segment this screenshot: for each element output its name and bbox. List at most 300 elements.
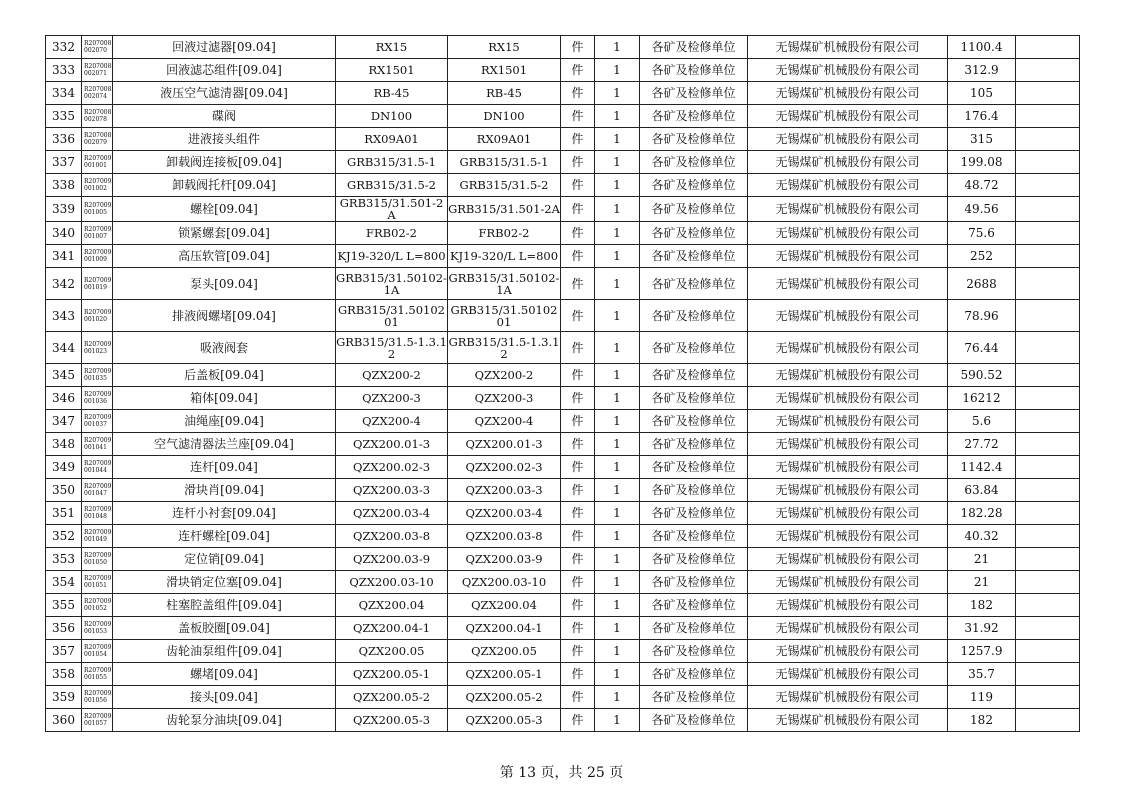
quantity-cell: 1 [595,617,640,640]
spec-cell: RX09A01 [336,128,448,151]
material-code-cell: R207009 001001 [82,151,113,174]
user-unit-cell: 各矿及检修单位 [640,502,748,525]
spec-cell: QZX200-3 [336,387,448,410]
row-number-cell: 359 [46,686,82,709]
quantity-cell: 1 [595,36,640,59]
part-name-cell: 连杆螺栓[09.04] [113,525,336,548]
model-cell: QZX200.04 [448,594,561,617]
note-cell [1016,709,1080,732]
table-row [46,709,1080,732]
row-number-cell: 347 [46,410,82,433]
unit-cell: 件 [561,174,595,197]
part-name-cell: 碟阀 [113,105,336,128]
row-number-cell: 336 [46,128,82,151]
supplier-cell: 无锡煤矿机械股份有限公司 [748,640,948,663]
model-cell: KJ19-320/L L=800 [448,245,561,268]
unit-cell: 件 [561,36,595,59]
spec-cell: KJ19-320/L L=800 [336,245,448,268]
table-row [46,686,1080,709]
table-row [46,617,1080,640]
model-cell: QZX200.03-8 [448,525,561,548]
part-name-cell: 定位销[09.04] [113,548,336,571]
model-cell: GRB315/31.5-2 [448,174,561,197]
user-unit-cell: 各矿及检修单位 [640,174,748,197]
model-cell: QZX200.05 [448,640,561,663]
unit-cell: 件 [561,686,595,709]
table-row [46,245,1080,268]
quantity-cell: 1 [595,332,640,364]
note-cell [1016,268,1080,300]
model-cell: GRB315/31.5-1 [448,151,561,174]
price-cell: 49.56 [948,197,1016,222]
model-cell: QZX200-3 [448,387,561,410]
price-cell: 63.84 [948,479,1016,502]
supplier-cell: 无锡煤矿机械股份有限公司 [748,571,948,594]
row-number-cell: 346 [46,387,82,410]
quantity-cell: 1 [595,151,640,174]
row-number-cell: 355 [46,594,82,617]
unit-cell: 件 [561,548,595,571]
part-name-cell: 滑块销定位塞[09.04] [113,571,336,594]
price-cell: 21 [948,548,1016,571]
unit-cell: 件 [561,268,595,300]
row-number-cell: 342 [46,268,82,300]
supplier-cell: 无锡煤矿机械股份有限公司 [748,456,948,479]
supplier-cell: 无锡煤矿机械股份有限公司 [748,105,948,128]
note-cell [1016,151,1080,174]
price-cell: 119 [948,686,1016,709]
price-cell: 78.96 [948,300,1016,332]
quantity-cell: 1 [595,128,640,151]
quantity-cell: 1 [595,82,640,105]
table-row [46,663,1080,686]
spec-cell: QZX200-2 [336,364,448,387]
model-cell: QZX200.03-3 [448,479,561,502]
supplier-cell: 无锡煤矿机械股份有限公司 [748,174,948,197]
parts-price-table [45,35,1080,732]
note-cell [1016,433,1080,456]
material-code-cell: R207009 001050 [82,548,113,571]
material-code-cell: R207009 001023 [82,332,113,364]
spec-cell: RX15 [336,36,448,59]
spec-cell: QZX200.03-4 [336,502,448,525]
note-cell [1016,663,1080,686]
price-cell: 21 [948,571,1016,594]
model-cell: GRB315/31.5-1.3.12 [448,332,561,364]
unit-cell: 件 [561,502,595,525]
supplier-cell: 无锡煤矿机械股份有限公司 [748,387,948,410]
price-cell: 182 [948,594,1016,617]
unit-cell: 件 [561,105,595,128]
model-cell: DN100 [448,105,561,128]
user-unit-cell: 各矿及检修单位 [640,640,748,663]
row-number-cell: 339 [46,197,82,222]
quantity-cell: 1 [595,59,640,82]
supplier-cell: 无锡煤矿机械股份有限公司 [748,245,948,268]
material-code-cell: R207009 001054 [82,640,113,663]
model-cell: RX09A01 [448,128,561,151]
table-row [46,571,1080,594]
price-cell: 105 [948,82,1016,105]
model-cell: QZX200.05-3 [448,709,561,732]
table-row [46,151,1080,174]
note-cell [1016,640,1080,663]
part-name-cell: 连杆小衬套[09.04] [113,502,336,525]
part-name-cell: 空气滤清器法兰座[09.04] [113,433,336,456]
unit-cell: 件 [561,387,595,410]
supplier-cell: 无锡煤矿机械股份有限公司 [748,686,948,709]
table-row [46,479,1080,502]
quantity-cell: 1 [595,663,640,686]
row-number-cell: 334 [46,82,82,105]
material-code-cell: R207008 002079 [82,128,113,151]
row-number-cell: 338 [46,174,82,197]
material-code-cell: R207009 001047 [82,479,113,502]
user-unit-cell: 各矿及检修单位 [640,36,748,59]
unit-cell: 件 [561,128,595,151]
note-cell [1016,502,1080,525]
unit-cell: 件 [561,709,595,732]
row-number-cell: 358 [46,663,82,686]
user-unit-cell: 各矿及检修单位 [640,594,748,617]
unit-cell: 件 [561,364,595,387]
supplier-cell: 无锡煤矿机械股份有限公司 [748,222,948,245]
spec-cell: QZX200.03-8 [336,525,448,548]
model-cell: QZX200.04-1 [448,617,561,640]
note-cell [1016,594,1080,617]
model-cell: QZX200.05-1 [448,663,561,686]
model-cell: GRB315/31.501-2A [448,197,561,222]
table-row [46,300,1080,332]
quantity-cell: 1 [595,300,640,332]
price-cell: 27.72 [948,433,1016,456]
unit-cell: 件 [561,197,595,222]
quantity-cell: 1 [595,387,640,410]
table-row [46,594,1080,617]
spec-cell: GRB315/31.50102-1A [336,268,448,300]
supplier-cell: 无锡煤矿机械股份有限公司 [748,36,948,59]
spec-cell: QZX200-4 [336,410,448,433]
material-code-cell: R207009 001041 [82,433,113,456]
model-cell: QZX200.03-4 [448,502,561,525]
note-cell [1016,617,1080,640]
supplier-cell: 无锡煤矿机械股份有限公司 [748,332,948,364]
row-number-cell: 349 [46,456,82,479]
user-unit-cell: 各矿及检修单位 [640,387,748,410]
page-footer: 第 13 页，共 25 页 [499,765,624,781]
unit-cell: 件 [561,594,595,617]
price-cell: 252 [948,245,1016,268]
quantity-cell: 1 [595,174,640,197]
row-number-cell: 333 [46,59,82,82]
quantity-cell: 1 [595,502,640,525]
quantity-cell: 1 [595,245,640,268]
quantity-cell: 1 [595,197,640,222]
user-unit-cell: 各矿及检修单位 [640,456,748,479]
row-number-cell: 345 [46,364,82,387]
note-cell [1016,410,1080,433]
quantity-cell: 1 [595,548,640,571]
model-cell: RX1501 [448,59,561,82]
model-cell: RX15 [448,36,561,59]
spec-cell: GRB315/31.5-1.3.12 [336,332,448,364]
note-cell [1016,686,1080,709]
user-unit-cell: 各矿及检修单位 [640,663,748,686]
spec-cell: QZX200.01-3 [336,433,448,456]
supplier-cell: 无锡煤矿机械股份有限公司 [748,663,948,686]
supplier-cell: 无锡煤矿机械股份有限公司 [748,59,948,82]
part-name-cell: 接头[09.04] [113,686,336,709]
model-cell: QZX200.03-10 [448,571,561,594]
price-cell: 1100.4 [948,36,1016,59]
user-unit-cell: 各矿及检修单位 [640,525,748,548]
part-name-cell: 回液过滤器[09.04] [113,36,336,59]
quantity-cell: 1 [595,268,640,300]
part-name-cell: 柱塞腔盖组件[09.04] [113,594,336,617]
quantity-cell: 1 [595,640,640,663]
material-code-cell: R207009 001056 [82,686,113,709]
note-cell [1016,300,1080,332]
user-unit-cell: 各矿及检修单位 [640,617,748,640]
table-row [46,59,1080,82]
spec-cell: GRB315/31.5-2 [336,174,448,197]
user-unit-cell: 各矿及检修单位 [640,300,748,332]
spec-cell: QZX200.04 [336,594,448,617]
user-unit-cell: 各矿及检修单位 [640,364,748,387]
user-unit-cell: 各矿及检修单位 [640,105,748,128]
supplier-cell: 无锡煤矿机械股份有限公司 [748,433,948,456]
material-code-cell: R207009 001051 [82,571,113,594]
material-code-cell: R207008 002074 [82,82,113,105]
unit-cell: 件 [561,525,595,548]
row-number-cell: 332 [46,36,82,59]
unit-cell: 件 [561,433,595,456]
table-row [46,640,1080,663]
material-code-cell: R207009 001057 [82,709,113,732]
spec-cell: DN100 [336,105,448,128]
unit-cell: 件 [561,456,595,479]
row-number-cell: 344 [46,332,82,364]
note-cell [1016,59,1080,82]
material-code-cell: R207009 001049 [82,525,113,548]
price-cell: 182 [948,709,1016,732]
part-name-cell: 卸载阀托杆[09.04] [113,174,336,197]
price-cell: 35.7 [948,663,1016,686]
quantity-cell: 1 [595,456,640,479]
material-code-cell: R207009 001044 [82,456,113,479]
table-row [46,268,1080,300]
row-number-cell: 343 [46,300,82,332]
model-cell: RB-45 [448,82,561,105]
material-code-cell: R207008 002070 [82,36,113,59]
unit-cell: 件 [561,151,595,174]
table-row [46,410,1080,433]
part-name-cell: 滑块肖[09.04] [113,479,336,502]
unit-cell: 件 [561,663,595,686]
material-code-cell: R207009 001020 [82,300,113,332]
material-code-cell: R207009 001035 [82,364,113,387]
user-unit-cell: 各矿及检修单位 [640,686,748,709]
part-name-cell: 箱体[09.04] [113,387,336,410]
row-number-cell: 335 [46,105,82,128]
unit-cell: 件 [561,571,595,594]
supplier-cell: 无锡煤矿机械股份有限公司 [748,268,948,300]
supplier-cell: 无锡煤矿机械股份有限公司 [748,594,948,617]
spec-cell: QZX200.03-3 [336,479,448,502]
price-cell: 590.52 [948,364,1016,387]
row-number-cell: 341 [46,245,82,268]
part-name-cell: 回液滤芯组件[09.04] [113,59,336,82]
supplier-cell: 无锡煤矿机械股份有限公司 [748,151,948,174]
table-row [46,332,1080,364]
quantity-cell: 1 [595,364,640,387]
note-cell [1016,479,1080,502]
supplier-cell: 无锡煤矿机械股份有限公司 [748,617,948,640]
row-number-cell: 350 [46,479,82,502]
price-cell: 48.72 [948,174,1016,197]
material-code-cell: R207008 002078 [82,105,113,128]
table-row [46,548,1080,571]
material-code-cell: R207009 001005 [82,197,113,222]
note-cell [1016,364,1080,387]
model-cell: FRB02-2 [448,222,561,245]
spec-cell: RB-45 [336,82,448,105]
note-cell [1016,332,1080,364]
part-name-cell: 进液接头组件 [113,128,336,151]
quantity-cell: 1 [595,222,640,245]
row-number-cell: 360 [46,709,82,732]
supplier-cell: 无锡煤矿机械股份有限公司 [748,300,948,332]
table-row [46,128,1080,151]
user-unit-cell: 各矿及检修单位 [640,433,748,456]
note-cell [1016,456,1080,479]
table-row [46,387,1080,410]
quantity-cell: 1 [595,686,640,709]
part-name-cell: 卸载阀连接板[09.04] [113,151,336,174]
material-code-cell: R207009 001002 [82,174,113,197]
part-name-cell: 齿轮油泵组件[09.04] [113,640,336,663]
spec-cell: QZX200.02-3 [336,456,448,479]
supplier-cell: 无锡煤矿机械股份有限公司 [748,502,948,525]
supplier-cell: 无锡煤矿机械股份有限公司 [748,197,948,222]
unit-cell: 件 [561,82,595,105]
quantity-cell: 1 [595,709,640,732]
part-name-cell: 盖板胶圈[09.04] [113,617,336,640]
user-unit-cell: 各矿及检修单位 [640,571,748,594]
part-name-cell: 螺堵[09.04] [113,663,336,686]
quantity-cell: 1 [595,479,640,502]
part-name-cell: 锁紧螺套[09.04] [113,222,336,245]
user-unit-cell: 各矿及检修单位 [640,410,748,433]
row-number-cell: 357 [46,640,82,663]
model-cell: QZX200.02-3 [448,456,561,479]
unit-cell: 件 [561,59,595,82]
unit-cell: 件 [561,479,595,502]
part-name-cell: 油绳座[09.04] [113,410,336,433]
price-cell: 75.6 [948,222,1016,245]
quantity-cell: 1 [595,410,640,433]
material-code-cell: R207009 001037 [82,410,113,433]
price-cell: 1257.9 [948,640,1016,663]
material-code-cell: R207009 001053 [82,617,113,640]
spec-cell: GRB315/31.5010201 [336,300,448,332]
unit-cell: 件 [561,332,595,364]
quantity-cell: 1 [595,433,640,456]
note-cell [1016,105,1080,128]
note-cell [1016,548,1080,571]
part-name-cell: 齿轮泵分油块[09.04] [113,709,336,732]
user-unit-cell: 各矿及检修单位 [640,128,748,151]
note-cell [1016,387,1080,410]
user-unit-cell: 各矿及检修单位 [640,222,748,245]
table-row [46,174,1080,197]
table-row [46,36,1080,59]
user-unit-cell: 各矿及检修单位 [640,82,748,105]
quantity-cell: 1 [595,105,640,128]
part-name-cell: 排液阀螺堵[09.04] [113,300,336,332]
row-number-cell: 337 [46,151,82,174]
note-cell [1016,525,1080,548]
note-cell [1016,128,1080,151]
row-number-cell: 340 [46,222,82,245]
quantity-cell: 1 [595,571,640,594]
note-cell [1016,245,1080,268]
part-name-cell: 泵头[09.04] [113,268,336,300]
note-cell [1016,197,1080,222]
unit-cell: 件 [561,222,595,245]
row-number-cell: 348 [46,433,82,456]
material-code-cell: R207009 001048 [82,502,113,525]
part-name-cell: 连杆[09.04] [113,456,336,479]
note-cell [1016,174,1080,197]
note-cell [1016,82,1080,105]
spec-cell: QZX200.03-9 [336,548,448,571]
material-code-cell: R207009 001052 [82,594,113,617]
part-name-cell: 液压空气滤清器[09.04] [113,82,336,105]
model-cell: QZX200-4 [448,410,561,433]
user-unit-cell: 各矿及检修单位 [640,245,748,268]
row-number-cell: 354 [46,571,82,594]
unit-cell: 件 [561,617,595,640]
unit-cell: 件 [561,300,595,332]
part-name-cell: 吸液阀套 [113,332,336,364]
quantity-cell: 1 [595,525,640,548]
part-name-cell: 后盖板[09.04] [113,364,336,387]
supplier-cell: 无锡煤矿机械股份有限公司 [748,525,948,548]
spec-cell: FRB02-2 [336,222,448,245]
user-unit-cell: 各矿及检修单位 [640,151,748,174]
material-code-cell: R207009 001019 [82,268,113,300]
model-cell: QZX200.05-2 [448,686,561,709]
unit-cell: 件 [561,640,595,663]
spec-cell: GRB315/31.5-1 [336,151,448,174]
user-unit-cell: 各矿及检修单位 [640,548,748,571]
table-row [46,502,1080,525]
price-cell: 315 [948,128,1016,151]
table-row [46,105,1080,128]
row-number-cell: 352 [46,525,82,548]
part-name-cell: 螺栓[09.04] [113,197,336,222]
price-cell: 199.08 [948,151,1016,174]
unit-cell: 件 [561,245,595,268]
price-cell: 31.92 [948,617,1016,640]
row-number-cell: 353 [46,548,82,571]
model-cell: QZX200.01-3 [448,433,561,456]
model-cell: QZX200-2 [448,364,561,387]
row-number-cell: 356 [46,617,82,640]
model-cell: GRB315/31.50102-1A [448,268,561,300]
supplier-cell: 无锡煤矿机械股份有限公司 [748,128,948,151]
